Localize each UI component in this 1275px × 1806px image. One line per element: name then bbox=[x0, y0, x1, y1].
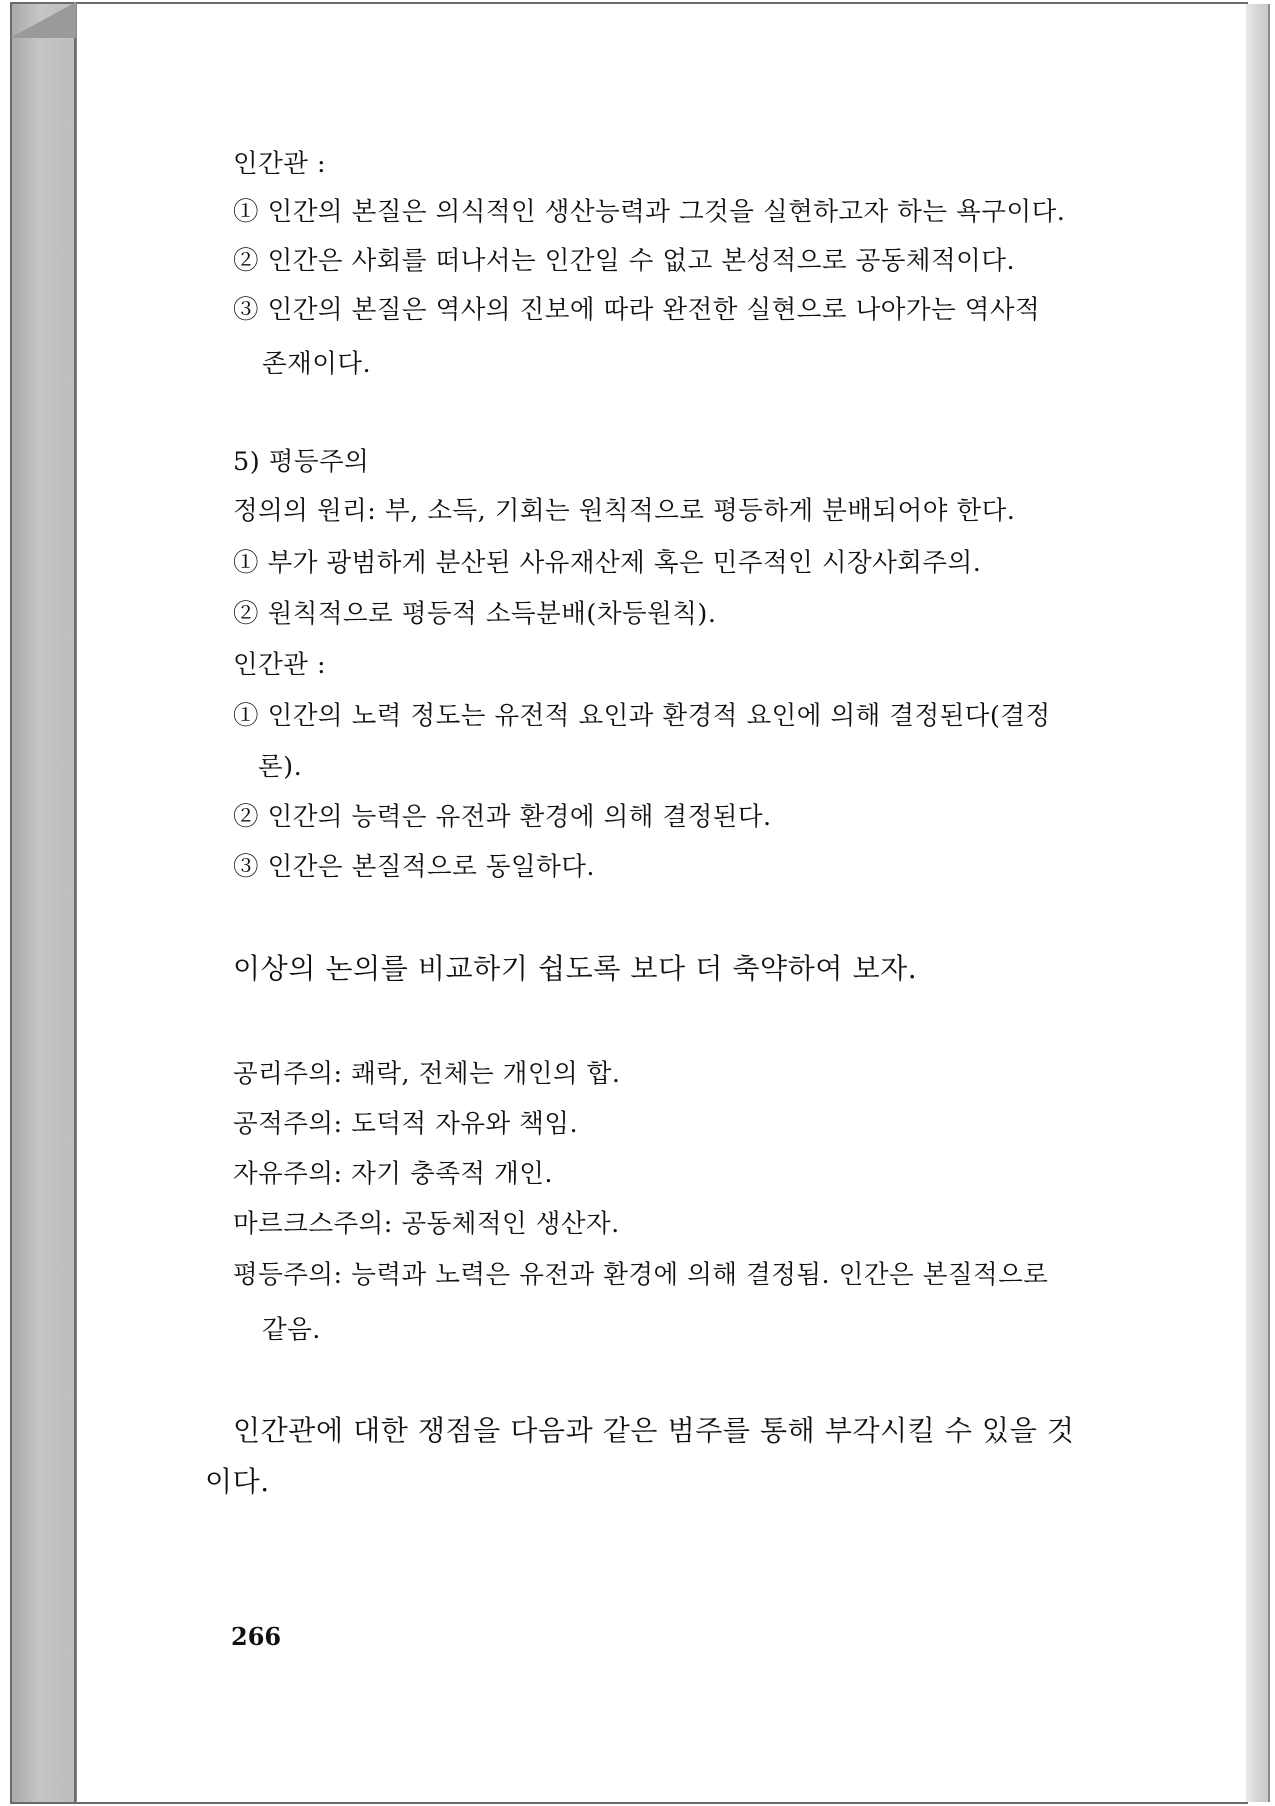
page-number: 266 bbox=[231, 1622, 282, 1651]
text-line: 론). bbox=[258, 752, 303, 782]
text-line: 인간관 : bbox=[233, 149, 327, 179]
text-line: 존재이다. bbox=[262, 349, 372, 379]
text-line: ② 인간의 능력은 유전과 환경에 의해 결정된다. bbox=[233, 802, 772, 832]
text-line: ① 부가 광범하게 분산된 사유재산제 혹은 민주적인 시장사회주의. bbox=[233, 548, 982, 578]
text-line: 이다. bbox=[205, 1465, 270, 1498]
summary-line: 같음. bbox=[262, 1315, 321, 1345]
text-line: ② 원칙적으로 평등적 소득분배(차등원칙). bbox=[233, 599, 717, 629]
text-line: 이상의 논의를 비교하기 쉽도록 보다 더 축약하여 보자. bbox=[233, 952, 918, 985]
text-line: ③ 인간은 본질적으로 동일하다. bbox=[233, 852, 596, 882]
text-line: 인간관에 대한 쟁점을 다음과 같은 범주를 통해 부각시킬 수 있을 것 bbox=[233, 1414, 1075, 1447]
text-line: ② 인간은 사회를 떠나서는 인간일 수 없고 본성적으로 공동체적이다. bbox=[233, 246, 1016, 276]
summary-line: 자유주의: 자기 충족적 개인. bbox=[233, 1159, 553, 1189]
text-line: ③ 인간의 본질은 역사의 진보에 따라 완전한 실현으로 나아가는 역사적 bbox=[233, 295, 1041, 325]
text-line: ① 인간의 노력 정도는 유전적 요인과 환경적 요인에 의해 결정된다(결정 bbox=[233, 701, 1051, 731]
text-line: 인간관 : bbox=[233, 650, 327, 680]
summary-line: 공적주의: 도덕적 자유와 책임. bbox=[233, 1109, 579, 1139]
summary-line: 마르크스주의: 공동체적인 생산자. bbox=[233, 1209, 620, 1239]
section-heading: 5) 평등주의 bbox=[233, 447, 370, 477]
summary-line: 공리주의: 쾌락, 전체는 개인의 합. bbox=[233, 1059, 621, 1089]
summary-line: 평등주의: 능력과 노력은 유전과 환경에 의해 결정됨. 인간은 본질적으로 bbox=[233, 1260, 1049, 1290]
text-line: ① 인간의 본질은 의식적인 생산능력과 그것을 실현하고자 하는 욕구이다. bbox=[233, 197, 1066, 227]
text-line: 정의의 원리: 부, 소득, 기회는 원칙적으로 평등하게 분배되어야 한다. bbox=[233, 496, 1016, 526]
